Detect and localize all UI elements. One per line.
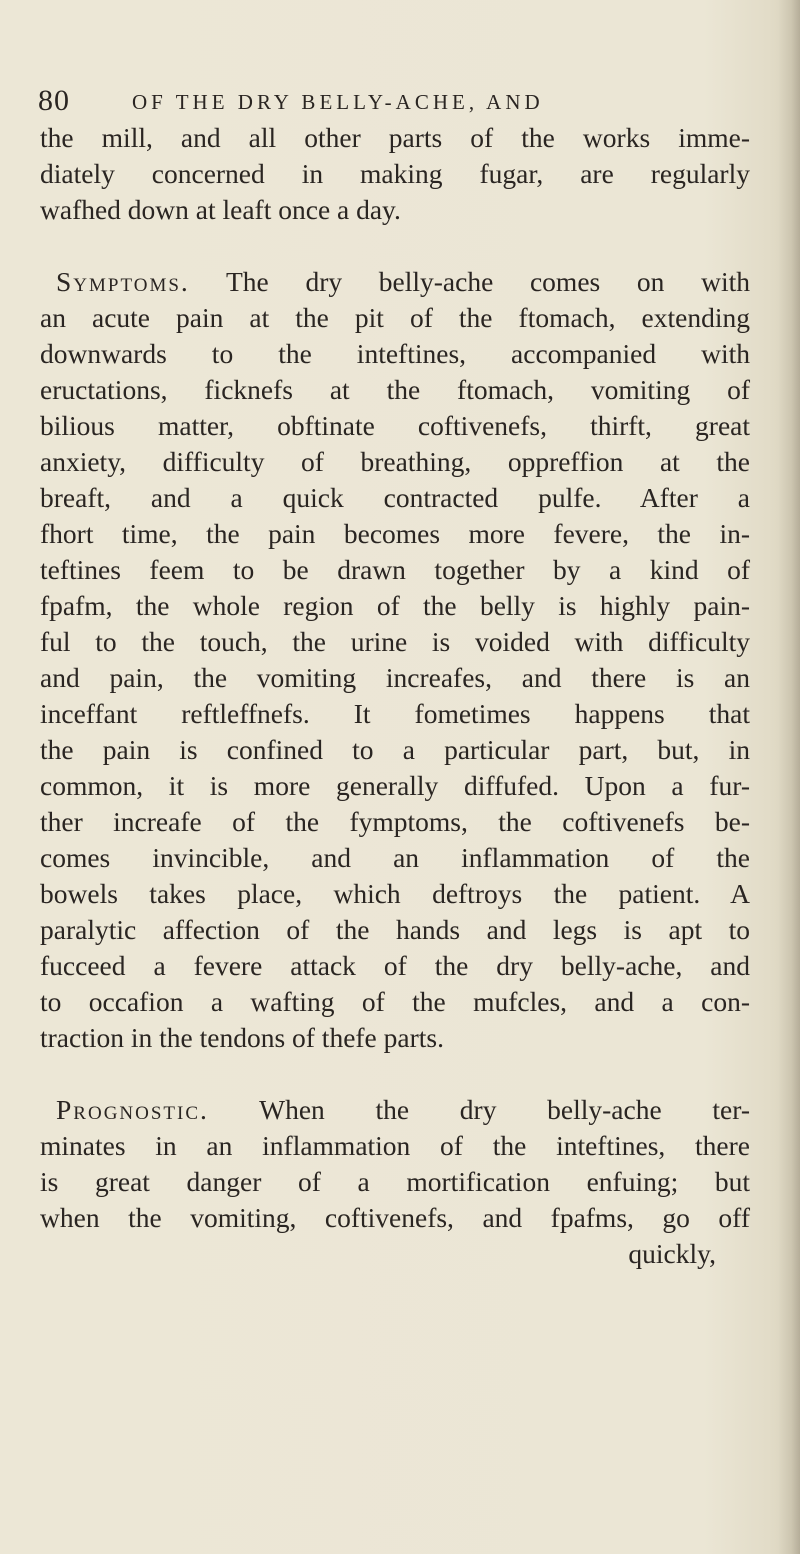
text-line: bilious matter, obftinate coftivenefs, thirft, great <box>40 410 750 441</box>
text-line: teftines feem to be drawn together by a kind of <box>40 554 750 585</box>
paragraph-gap <box>40 228 750 264</box>
text-line: and pain, the vomiting increafes, and there is an <box>40 662 750 693</box>
text-line: anxiety, difficulty of breathing, oppreffion at the <box>40 446 750 477</box>
text-line: eructations, ficknefs at the ftomach, vomiting of <box>40 374 750 405</box>
text-line: ther increafe of the fymptoms, the coftivenefs be- <box>40 806 750 837</box>
section-heading-symptoms: Symptoms. <box>56 266 190 297</box>
text-line: common, it is more generally diffufed. Upon a fur- <box>40 770 750 801</box>
text-line: wafhed down at leaft once a day. <box>40 194 401 225</box>
section-heading-prognostic: Prognostic. <box>56 1094 209 1125</box>
text-line-with-heading <box>40 1092 750 1128</box>
text-line: minates in an inflammation of the inteftines, there <box>40 1130 750 1161</box>
text-line: fhort time, the pain becomes more fevere, the in- <box>40 518 750 549</box>
text-line: traction in the tendons of thefe parts. <box>40 1022 444 1053</box>
text-line: paralytic affection of the hands and legs is apt to <box>40 914 750 945</box>
text-line: when the vomiting, coftivenefs, and fpafms, go off <box>40 1202 750 1233</box>
text-line: downwards to the inteftines, accompanied with <box>40 338 750 369</box>
text-line: diately concerned in making fugar, are regularly <box>40 158 750 189</box>
text-line: the mill, and all other parts of the works imme- <box>40 122 750 153</box>
text-line: breaft, and a quick contracted pulfe. After a <box>40 482 750 513</box>
text-line: to occafion a wafting of the mufcles, and a con- <box>40 986 750 1017</box>
text-line: fpafm, the whole region of the belly is highly pain- <box>40 590 750 621</box>
text-line: fucceed a fevere attack of the dry belly-ache, and <box>40 950 750 981</box>
text-line: the pain is confined to a particular part, but, in <box>40 734 750 765</box>
catchword: quickly, <box>628 1238 716 1269</box>
running-head-title: OF THE DRY BELLY-ACHE, AND <box>132 90 544 114</box>
text-line: an acute pain at the pit of the ftomach, extending <box>40 302 750 333</box>
paragraph-gap <box>40 1056 750 1092</box>
text-line-content: The dry belly-ache comes on with <box>226 266 750 297</box>
text-line: ful to the touch, the urine is voided with difficulty <box>40 626 750 657</box>
page-number: 80 <box>38 84 70 117</box>
page-gutter-shadow <box>778 0 800 1554</box>
text-line: comes invincible, and an inflammation of the <box>40 842 750 873</box>
text-line: bowels takes place, which deftroys the patient. A <box>40 878 750 909</box>
text-line-with-heading <box>40 264 750 300</box>
running-head <box>38 84 738 124</box>
text-line: inceffant reftleffnefs. It fometimes happens that <box>40 698 750 729</box>
text-line: is great danger of a mortification enfuing; but <box>40 1166 750 1197</box>
text-line-content: When the dry belly-ache ter- <box>259 1094 750 1125</box>
body-text <box>40 120 750 1272</box>
